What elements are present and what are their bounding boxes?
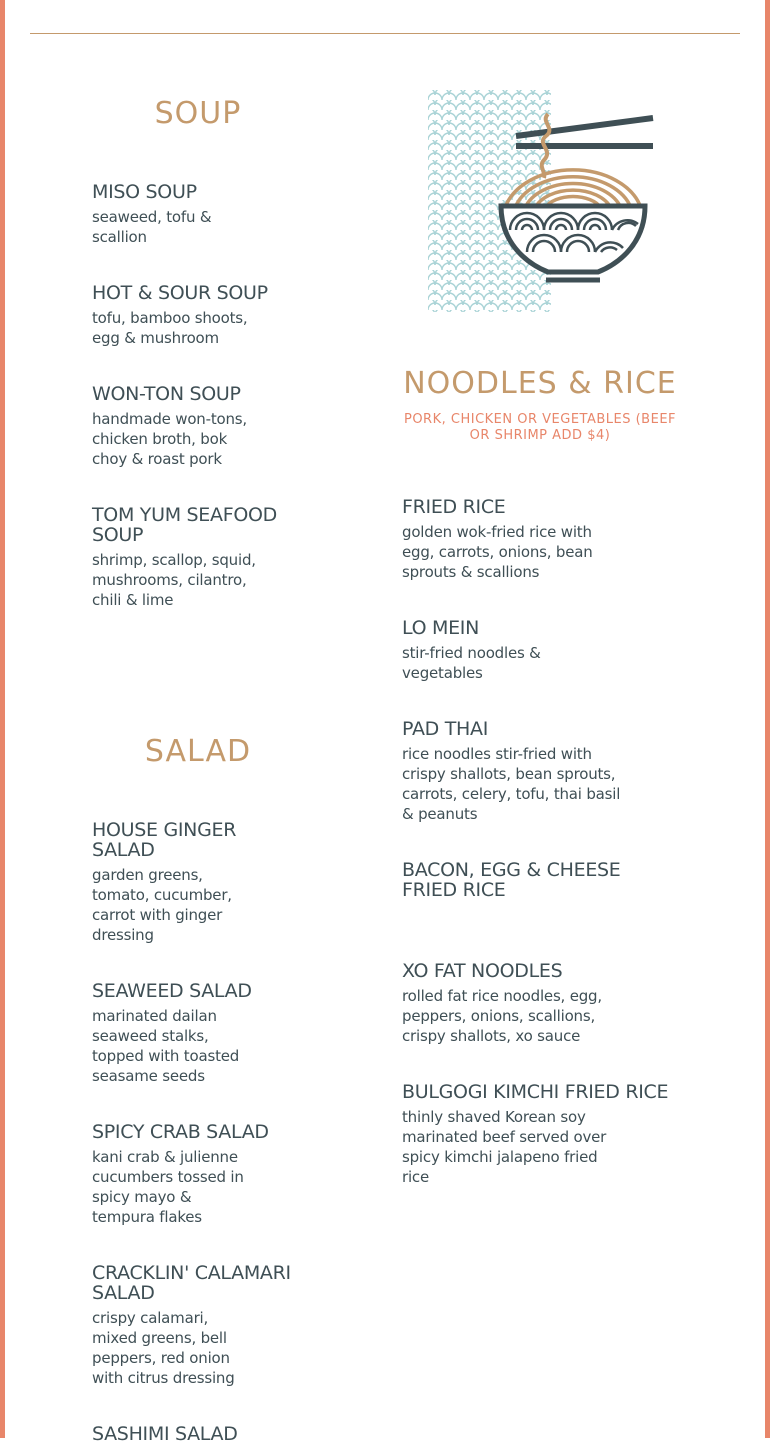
item-name: SASHIMI SALAD bbox=[92, 1423, 238, 1445]
item-description: tofu, bamboo shoots, egg & mushroom bbox=[92, 309, 248, 347]
noodles-rice-subtitle: PORK, CHICKEN OR VEGETABLES (BEEF OR SHRIMP ADD $4) bbox=[403, 412, 677, 443]
item-description: rolled fat rice noodles, egg, peppers, onions, scallions, crispy shallots, xo sauce bbox=[402, 987, 602, 1045]
menu-item-pad-thai bbox=[402, 719, 627, 824]
salad-section-title: SALAD bbox=[144, 734, 252, 769]
item-description: seaweed, tofu & scallion bbox=[92, 208, 212, 246]
scale-pattern-background bbox=[428, 90, 551, 312]
item-name: BACON, EGG & CHEESE FRIED RICE bbox=[402, 859, 621, 901]
menu-item-won-ton-soup bbox=[92, 384, 262, 469]
item-description: garden greens, tomato, cucumber, carrot with ginger dressing bbox=[92, 866, 232, 944]
item-description: thinly shaved Korean soy marinated beef served over spicy kimchi jalapeno fried rice bbox=[402, 1108, 607, 1186]
menu-item-tom-yum-seafood-soup bbox=[92, 505, 292, 610]
menu-item-lo-mein bbox=[402, 618, 612, 683]
menu-item-seaweed-salad bbox=[92, 981, 292, 1086]
item-name: HOT & SOUR SOUP bbox=[92, 282, 268, 304]
top-divider bbox=[30, 33, 740, 34]
item-name: BULGOGI KIMCHI FRIED RICE bbox=[402, 1081, 669, 1103]
item-name: MISO SOUP bbox=[92, 181, 197, 203]
left-border bbox=[0, 0, 5, 1438]
menu-item-sashimi-salad bbox=[92, 1424, 292, 1444]
item-name: FRIED RICE bbox=[402, 496, 506, 518]
item-description: golden wok-fried rice with egg, carrots, onions, bean sprouts & scallions bbox=[402, 523, 593, 581]
item-description: marinated dailan seaweed stalks, topped with toasted seasame seeds bbox=[92, 1007, 240, 1085]
right-border bbox=[765, 0, 770, 1438]
item-name: WON-TON SOUP bbox=[92, 383, 241, 405]
menu-item-miso-soup bbox=[92, 182, 262, 247]
item-name: XO FAT NOODLES bbox=[402, 960, 563, 982]
menu-item-cracklin-calamari-salad bbox=[92, 1263, 312, 1388]
item-description: shrimp, scallop, squid, mushrooms, cilantro, chili & lime bbox=[92, 551, 256, 609]
item-name: HOUSE GINGER SALAD bbox=[92, 819, 237, 861]
soup-section-title: SOUP bbox=[154, 96, 242, 131]
menu-item-spicy-crab-salad bbox=[92, 1122, 292, 1227]
item-name: CRACKLIN' CALAMARI SALAD bbox=[92, 1262, 291, 1304]
item-name: SEAWEED SALAD bbox=[92, 980, 252, 1002]
noodles-rice-section-title: NOODLES & RICE bbox=[403, 366, 677, 401]
item-description: rice noodles stir-fried with crispy shallots, bean sprouts, carrots, celery, tofu, thai basil & peanuts bbox=[402, 745, 621, 823]
item-description: stir-fried noodles & vegetables bbox=[402, 644, 541, 682]
menu-item-hot-sour-soup bbox=[92, 282, 268, 348]
item-description: crispy calamari, mixed greens, bell peppers, red onion with citrus dressing bbox=[92, 1309, 235, 1387]
item-name: TOM YUM SEAFOOD SOUP bbox=[92, 504, 277, 546]
item-description: handmade won-tons, chicken broth, bok choy & roast pork bbox=[92, 410, 247, 468]
menu-item-xo-fat-noodles bbox=[402, 961, 612, 1046]
item-description: kani crab & julienne cucumbers tossed in spicy mayo & tempura flakes bbox=[92, 1148, 244, 1226]
item-name: LO MEIN bbox=[402, 617, 480, 639]
menu-item-fried-rice bbox=[402, 497, 612, 582]
menu-item-bulgogi-kimchi-fried-rice bbox=[402, 1082, 682, 1187]
menu-item-house-ginger-salad bbox=[92, 820, 252, 945]
item-name: PAD THAI bbox=[402, 718, 489, 740]
item-name: SPICY CRAB SALAD bbox=[92, 1121, 269, 1143]
menu-item-bacon-egg-cheese-fried-rice bbox=[402, 860, 637, 900]
noodle-bowl-icon bbox=[428, 90, 658, 315]
